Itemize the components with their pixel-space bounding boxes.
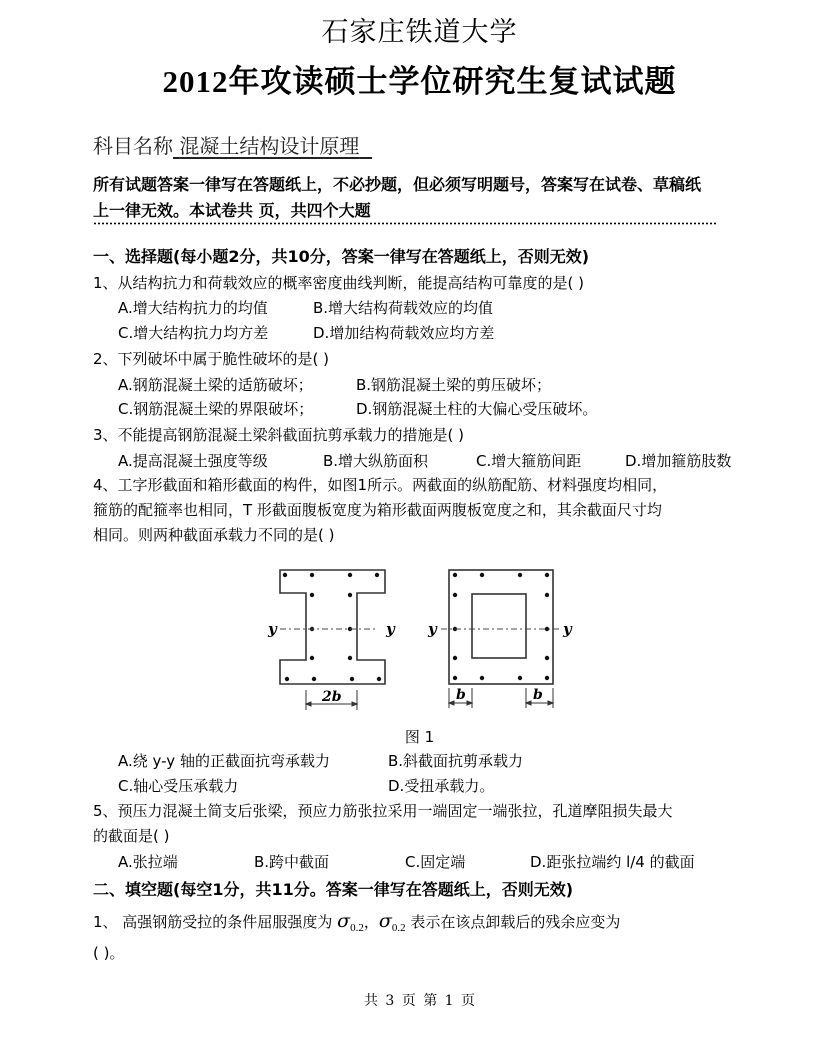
question-5-option-a: A.张拉端	[118, 853, 178, 871]
question-5-option-b: B.跨中截面	[254, 853, 330, 871]
dotted-separator	[93, 222, 717, 225]
question-4-option-b: B.斜截面抗剪承载力	[388, 752, 524, 770]
page-footer: 共 3 页 第 1 页	[363, 993, 476, 1009]
section-1-heading: 一、选择题(每小题2分，共10分，答案一律写在答题纸上，否则无效)	[93, 247, 590, 266]
question-3-option-b: B.增大纵筋面积	[323, 452, 429, 470]
box-section	[449, 570, 553, 684]
subject-name: 混凝土结构设计原理	[179, 134, 360, 158]
i-section-outline	[280, 570, 385, 684]
question-3-stem: 3、不能提高钢筋混凝土梁斜截面抗剪承载力的措施是( )	[93, 426, 465, 444]
question-5-stem-line-2: 的截面是( )	[93, 827, 170, 845]
question-2-stem: 2、下列破坏中属于脆性破坏的是( )	[93, 350, 330, 368]
question-5-option-c: C.固定端	[405, 853, 466, 871]
box-section-y-label-right: y	[563, 620, 572, 638]
box-section-inner	[472, 594, 526, 658]
question-4-option-a: A.绕 y-y 轴的正截面抗弯承载力	[118, 752, 330, 770]
question-1-option-b: B.增大结构荷载效应的均值	[313, 299, 494, 317]
figure-1-cross-sections	[260, 556, 600, 716]
question-3-option-a: A.提高混凝土强度等级	[118, 452, 268, 470]
question-1-option-d: D.增加结构荷载效应均方差	[313, 324, 495, 342]
question-5-stem-line-1: 5、预压力混凝土简支后张梁，预应力筋张拉采用一端固定一端张拉，孔道摩阻损失最大	[93, 802, 673, 820]
box-section-dim-label-right: b	[533, 687, 543, 703]
fill-question-1-line-1: 1、 高强钢筋受拉的条件屈服强度为 $\sigma_{0.2}$，$\sigma_{0.2}$ 表示在该点卸载后的残余应变为	[93, 910, 621, 934]
fill-question-1-suffix: 表示在该点卸载后的残余应变为	[410, 913, 621, 931]
question-1-option-a: A.增大结构抗力的均值	[118, 299, 268, 317]
section-2-heading: 二、填空题(每空1分，共11分。答案一律写在答题纸上，否则无效)	[93, 880, 574, 899]
sigma-symbol: $\sigma_{0.2}$	[378, 910, 406, 934]
university-name: 石家庄铁道大学	[321, 17, 518, 48]
fill-question-1-prefix: 1、 高强钢筋受拉的条件屈服强度为	[93, 913, 333, 931]
question-4-stem-line-2: 箍筋的配箍率也相同，T 形截面腹板宽度为箱形截面两腹板宽度之和，其余截面尺寸均	[93, 501, 662, 519]
question-2-option-c: C.钢筋混凝土梁的界限破坏；	[118, 400, 314, 418]
box-section-rebars	[453, 573, 549, 680]
figure-1-caption: 图 1	[404, 728, 435, 746]
i-section-rebars	[283, 573, 381, 681]
question-2-option-d: D.钢筋混凝土柱的大偏心受压破坏。	[356, 400, 598, 418]
i-section	[280, 570, 385, 684]
box-section-dim-label-left: b	[456, 687, 466, 703]
sigma-symbol: $\sigma_{0.2}$	[337, 910, 364, 934]
instructions-line-1: 所有试题答案一律写在答题纸上，不必抄题，但必须写明题号，答案写在试卷、草稿纸	[93, 175, 702, 194]
box-section-y-label-left: y	[428, 620, 437, 638]
question-4-stem-line-1: 4、工字形截面和箱形截面的构件，如图1所示。两截面的纵筋配筋、材料强度均相同，	[93, 476, 668, 494]
question-3-option-d: D.增加箍筋肢数	[625, 452, 732, 470]
question-4-option-d: D.受扭承载力。	[388, 777, 495, 795]
question-5-option-d: D.距张拉端约 l/4 的截面	[530, 853, 695, 871]
subject-line	[93, 130, 372, 159]
question-4-option-c: C.轴心受压承载力	[118, 777, 239, 795]
question-3-option-c: C.增大箍筋间距	[476, 452, 582, 470]
fill-question-1-line-2: ( )。	[93, 944, 125, 962]
question-1-option-c: C.增大结构抗力均方差	[118, 324, 269, 342]
exam-title: 2012年攻读硕士学位研究生复试试题	[162, 64, 677, 99]
question-4-stem-line-3: 相同。则两种截面承载力不同的是( )	[93, 526, 335, 544]
i-section-y-label-left: y	[268, 620, 277, 638]
i-section-dim-label: 2b	[322, 689, 342, 705]
instructions-line-2: 上一律无效。本试卷共 页，共四个大题	[93, 201, 371, 220]
question-2-option-b: B.钢筋混凝土梁的剪压破坏；	[356, 376, 552, 394]
question-1-stem: 1、从结构抗力和荷载效应的概率密度曲线判断，能提高结构可靠度的是( )	[93, 274, 585, 292]
box-section-outer	[449, 570, 553, 684]
question-2-option-a: A.钢筋混凝土梁的适筋破坏；	[118, 376, 313, 394]
subject-label: 科目名称	[93, 134, 173, 158]
i-section-y-label-right: y	[386, 620, 395, 638]
